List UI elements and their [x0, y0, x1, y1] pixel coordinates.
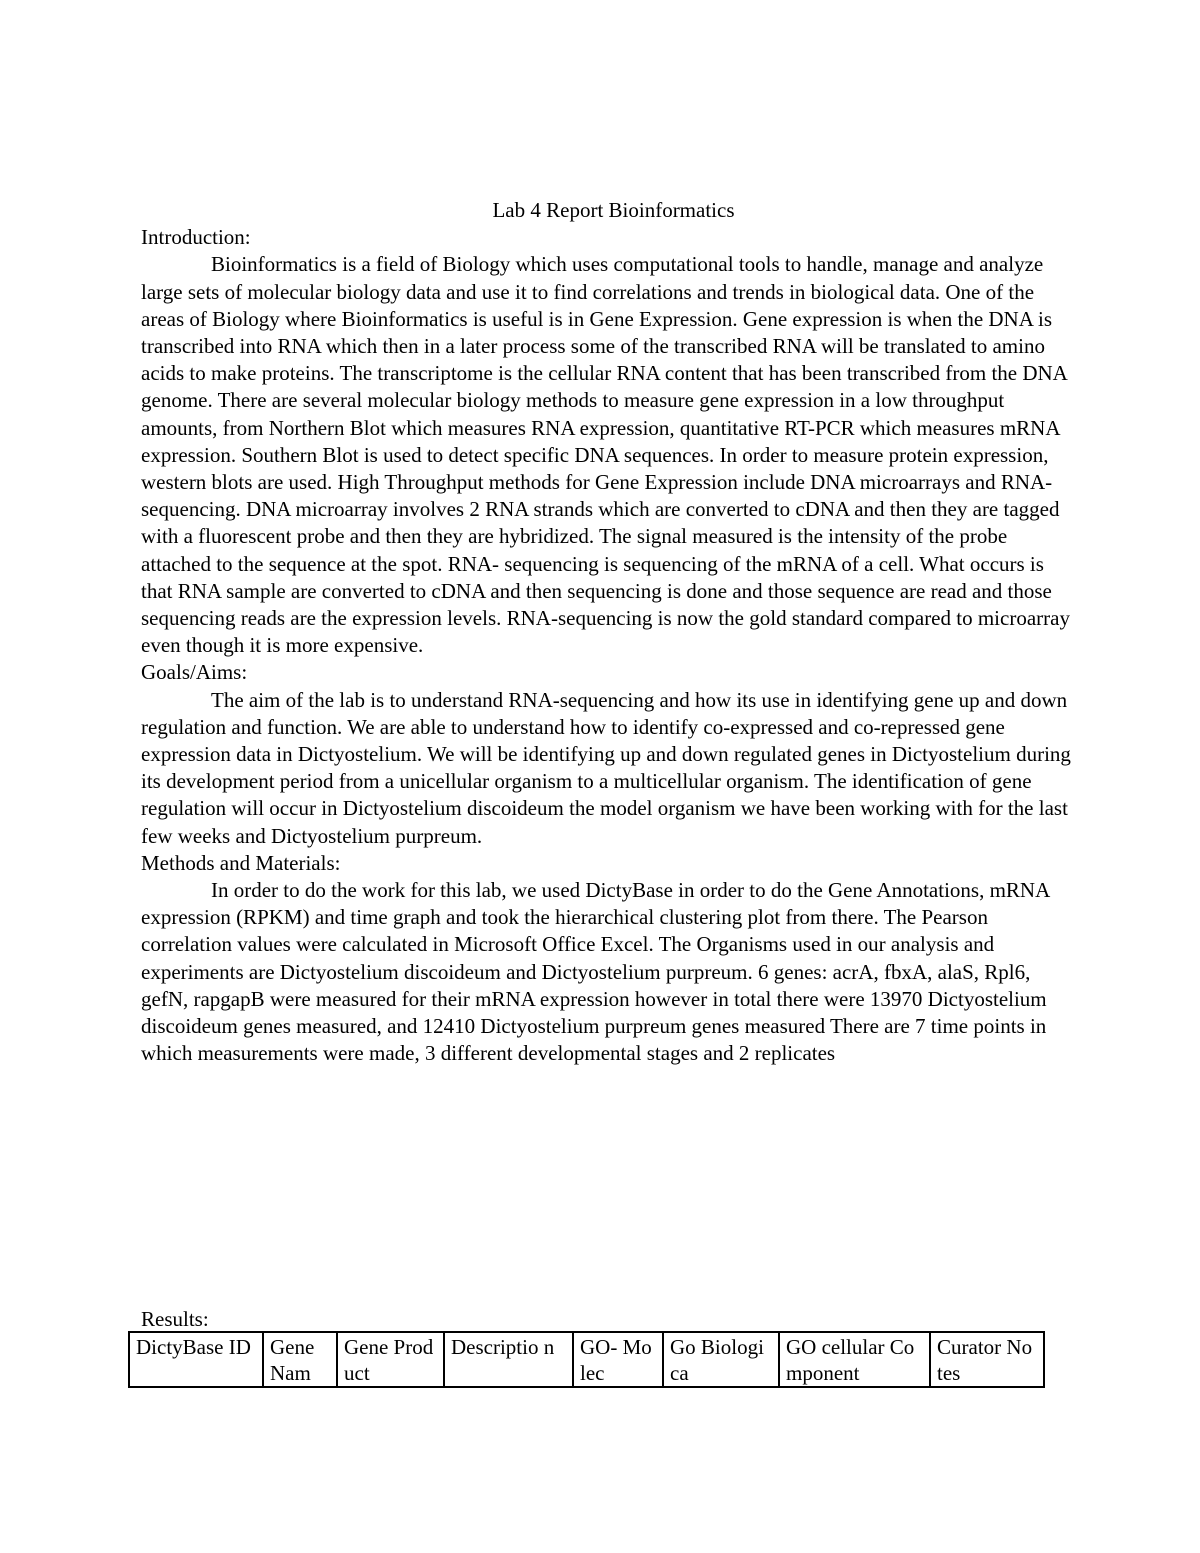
column-header-description: Descriptio n: [444, 1332, 573, 1387]
column-header-go-cellular-component: GO cellular Component: [779, 1332, 930, 1387]
column-header-gene-product: Gene Product: [337, 1332, 444, 1387]
introduction-paragraph: Bioinformatics is a field of Biology which uses computational tools to handle, manage and analyze large sets of molecular biology data and use it to find correlations and trends in biological data. One of the areas of Biology where Bioinformatics is useful is in Gene Expression. Gene expression is when the DNA is transcribed into RNA which then in a later process some of the transcribed RNA will be translated to amino acids to make proteins. The transcriptome is the cellular RNA content that has been transcribed from the DNA genome. There are several molecular biology methods to measure gene expression in a low throughput amounts, from Northern Blot which measures RNA expression, quantitative RT-PCR which measures mRNA expression. Southern Blot is used to detect specific DNA sequences. In order to measure protein expression, western blots are used. High Throughput methods for Gene Expression include DNA microarrays and RNA-sequencing. DNA microarray involves 2 RNA strands which are converted to cDNA and then they are tagged with a fluorescent probe and then they are hybridized. The signal measured is the intensity of the probe attached to the sequence at the spot. RNA- sequencing is sequencing of the mRNA of a cell. What occurs is that RNA sample are converted to cDNA and then sequencing is done and those sequence are read and those sequencing reads are the expression levels. RNA-sequencing is now the gold standard compared to microarray even though it is more expensive.: [141, 252, 1070, 658]
column-header-gene-name: Gene Nam: [263, 1332, 337, 1387]
report-body: [141, 197, 1071, 1068]
goals-paragraph: The aim of the lab is to understand RNA-sequencing and how its use in identifying gene up and down regulation and function. We are able to understand how to identify co-expressed and co-repressed gene expression data in Dictyostelium. We will be identifying up and down regulated genes in Dictyostelium during its development period from a unicellular organism to a multicellular organism. The identification of gene regulation will occur in Dictyostelium discoideum the model organism we have been working with for the last few weeks and Dictyostelium purpreum.: [141, 687, 1071, 848]
methods-paragraph: In order to do the work for this lab, we used DictyBase in order to do the Gene Annotations, mRNA expression (RPKM) and time graph and took the hierarchical clustering plot from there. The Pearson correlation values were calculated in Microsoft Office Excel. The Organisms used in our analysis and experiments are Dictyostelium discoideum and Dictyostelium purpreum. 6 genes: acrA, fbxA, alaS, Rpl6, gefN, rapgapB were measured for their mRNA expression however in total there were 13970 Dictyostelium discoideum genes measured, and 12410 Dictyostelium purpreum genes measured There are 7 time points in which measurements were made, 3 different developmental stages and 2 replicates: [141, 878, 1050, 1066]
results-table: [128, 1331, 1045, 1388]
results-heading: Results:: [141, 1307, 209, 1331]
introduction-heading: Introduction:: [141, 225, 251, 250]
goals-heading: Goals/Aims:: [141, 660, 248, 685]
page-title: Lab 4 Report Bioinformatics: [492, 198, 735, 222]
column-header-dictybase-id: DictyBase ID: [129, 1332, 263, 1387]
results-section: [141, 1306, 1071, 1332]
table-header-row: [129, 1332, 1044, 1387]
methods-heading: Methods and Materials:: [141, 850, 341, 875]
column-header-go-molecular: GO- Molec: [573, 1332, 663, 1387]
column-header-go-biological: Go Biologica: [663, 1332, 779, 1387]
column-header-curator-notes: Curator Notes: [930, 1332, 1044, 1387]
